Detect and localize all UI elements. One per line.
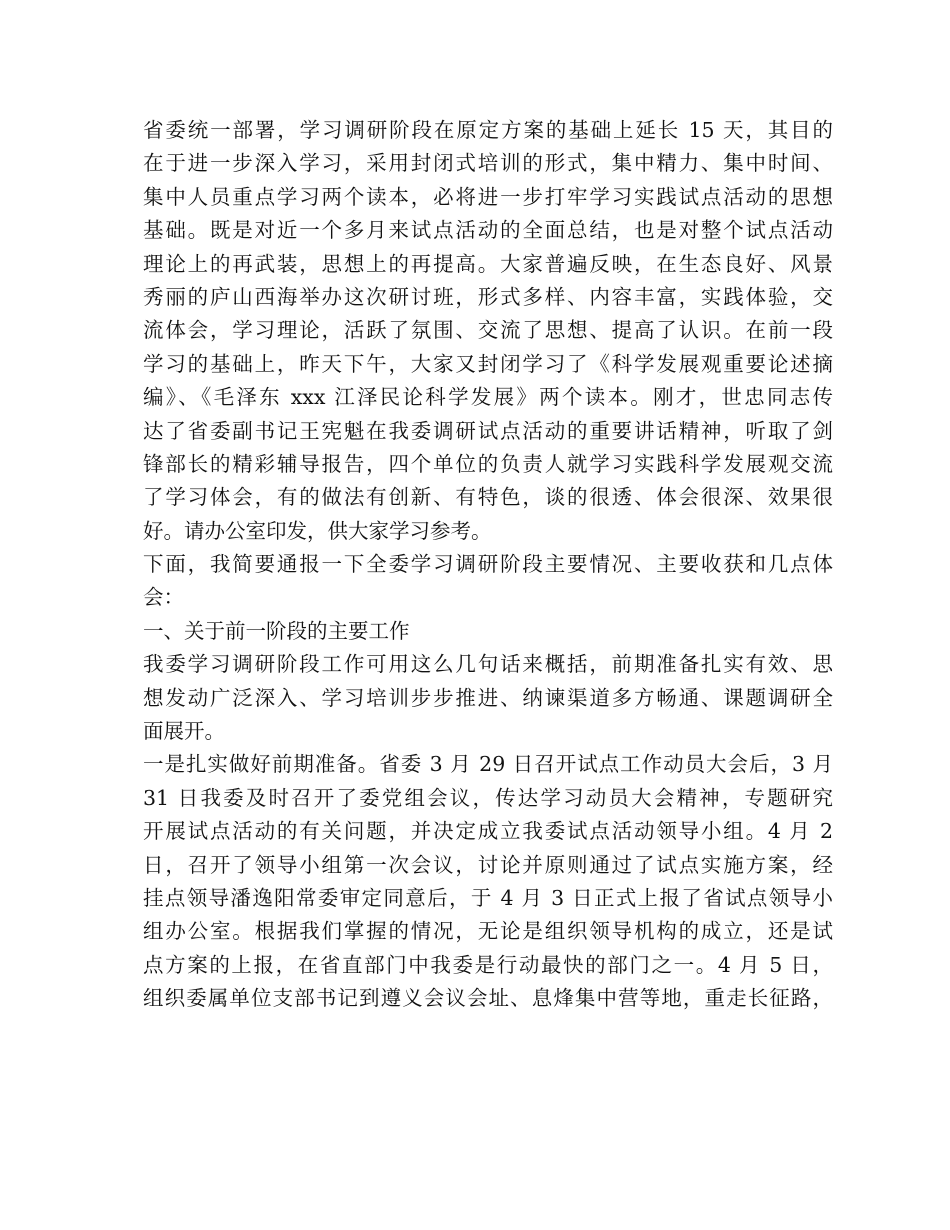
- section-heading: 一、关于前一阶段的主要工作: [143, 618, 410, 643]
- text-line: 组办公室。根据我们掌握的情况，无论是组织领导机构的成立，还是试: [143, 919, 833, 944]
- text-line: 编》、《毛泽东 xxx 江泽民论科学发展》两个读本。刚才，世忠同志传: [143, 385, 833, 410]
- document-body: [143, 114, 833, 1016]
- text-line: 组织委属单位支部书记到遵义会议会址、息烽集中营等地，重走长征路，: [143, 986, 833, 1011]
- text-line: 达了省委副书记王宪魁在我委调研试点活动的重要讲话精神，听取了剑: [143, 418, 833, 443]
- text-line: 基础。既是对近一个多月来试点活动的全面总结，也是对整个试点活动: [143, 218, 833, 243]
- text-line: 集中人员重点学习两个读本，必将进一步打牢学习实践试点活动的思想: [143, 184, 833, 209]
- text-line: 学习的基础上，昨天下午，大家又封闭学习了《科学发展观重要论述摘: [143, 351, 833, 376]
- text-line: 31 日我委及时召开了委党组会议，传达学习动员大会精神，专题研究: [143, 785, 833, 810]
- text-line: 一是扎实做好前期准备。省委 3 月 29 日召开试点工作动员大会后，3 月: [143, 752, 833, 777]
- text-line: 我委学习调研阶段工作可用这么几句话来概括，前期准备扎实有效、思: [143, 652, 833, 677]
- text-line: 面展开。: [143, 719, 225, 744]
- text-line: 会：: [143, 585, 184, 610]
- text-line: 秀丽的庐山西海举办这次研讨班，形式多样、内容丰富，实践体验，交: [143, 284, 833, 309]
- text-line: 在于进一步深入学习，采用封闭式培训的形式，集中精力、集中时间、: [143, 151, 833, 176]
- text-line: 流体会，学习理论，活跃了氛围、交流了思想、提高了认识。在前一段: [143, 318, 833, 343]
- text-line: 省委统一部署，学习调研阶段在原定方案的基础上延长 15 天，其目的: [143, 118, 833, 142]
- text-line: 想发动广泛深入、学习培训步步推进、纳谏渠道多方畅通、课题调研全: [143, 685, 833, 710]
- text-line: 开展试点活动的有关问题，并决定成立我委试点活动领导小组。4 月 2: [143, 819, 833, 844]
- text-line: 了学习体会，有的做法有创新、有特色，谈的很透、体会很深、效果很: [143, 485, 833, 510]
- text-line: 下面，我简要通报一下全委学习调研阶段主要情况、主要收获和几点体: [143, 552, 833, 577]
- text-line: 锋部长的精彩辅导报告，四个单位的负责人就学习实践科学发展观交流: [143, 451, 833, 476]
- text-line: 点方案的上报，在省直部门中我委是行动最快的部门之一。4 月 5 日，: [143, 952, 833, 977]
- text-line: 好。请办公室印发，供大家学习参考。: [143, 518, 492, 543]
- text-line: 日，召开了领导小组第一次会议，讨论并原则通过了试点实施方案，经: [143, 852, 833, 877]
- text-line: 理论上的再武装，思想上的再提高。大家普遍反映，在生态良好、风景: [143, 251, 833, 276]
- text-line: 挂点领导潘逸阳常委审定同意后，于 4 月 3 日正式上报了省试点领导小: [143, 885, 833, 910]
